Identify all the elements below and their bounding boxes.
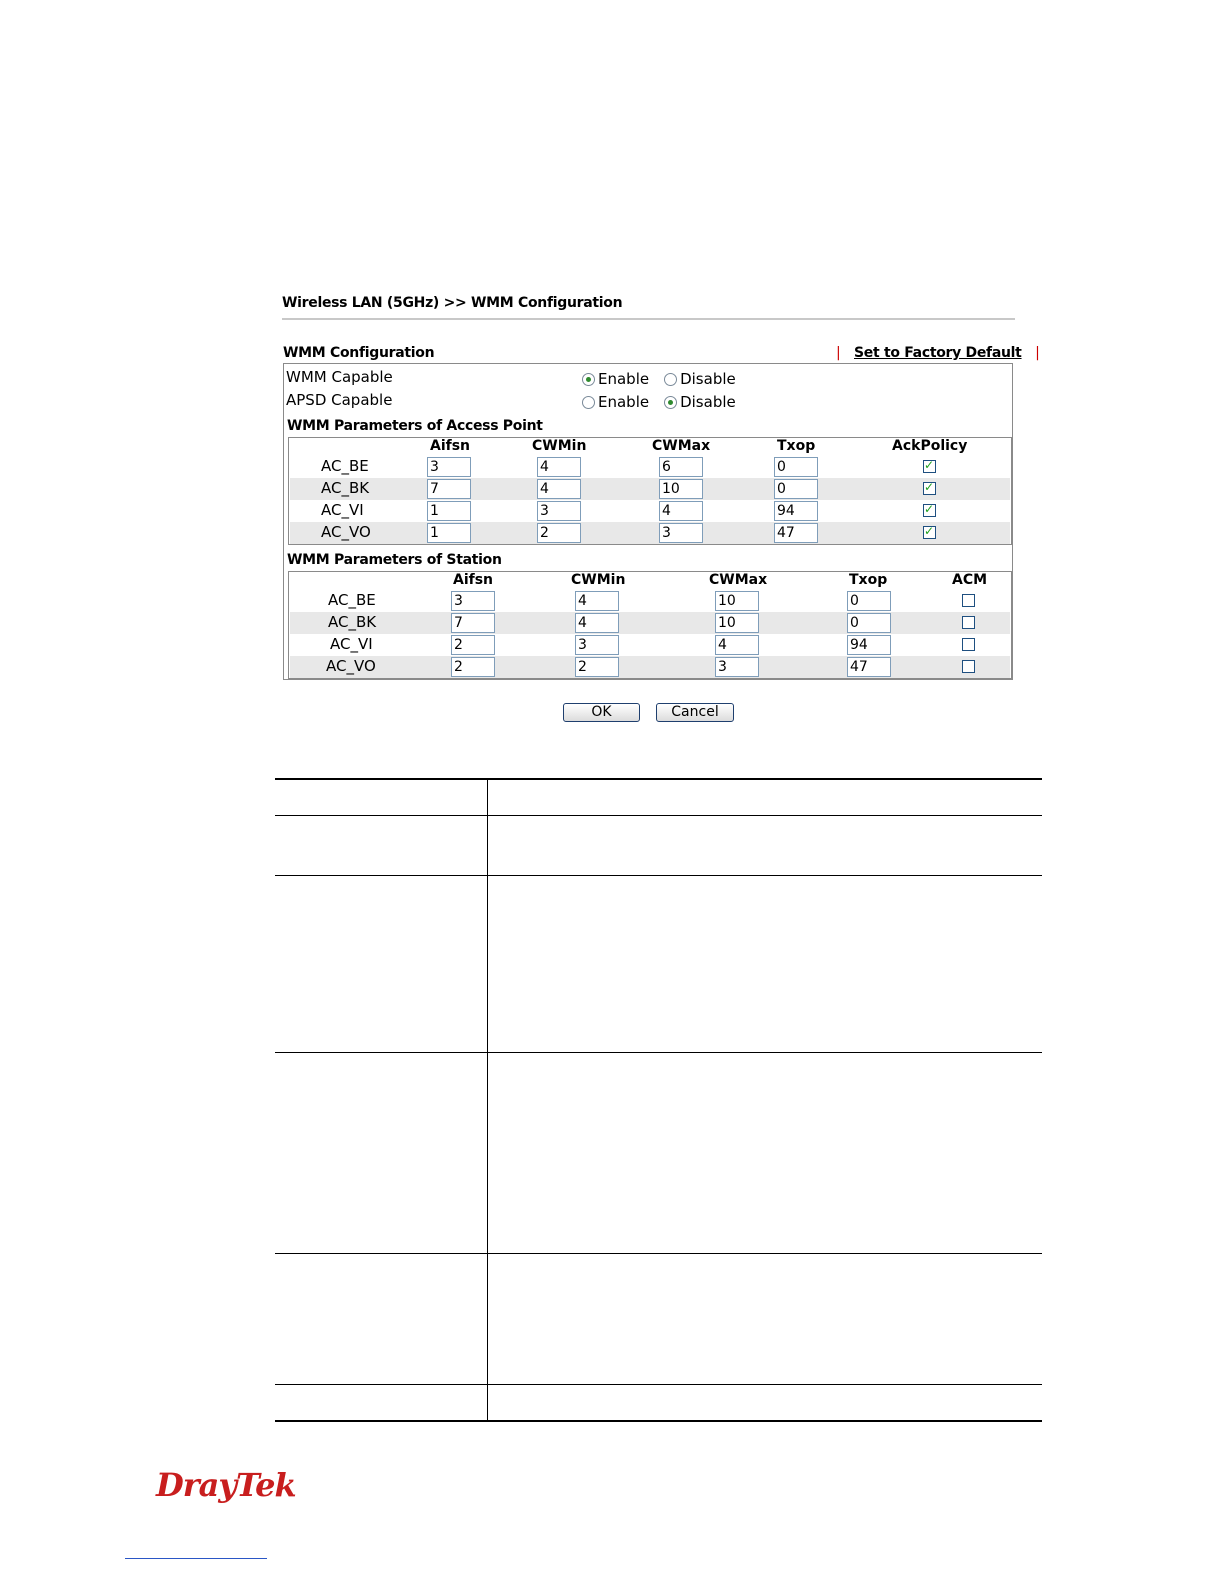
aifsn-input[interactable] <box>427 523 471 543</box>
column-header: CWMax <box>652 438 711 454</box>
acm-checkbox[interactable] <box>962 616 975 629</box>
column-header: CWMax <box>709 572 768 588</box>
aifsn-input[interactable] <box>427 501 471 521</box>
cwmin-input[interactable] <box>537 501 581 521</box>
apsd-capable-enable-radio[interactable] <box>582 396 595 409</box>
wmm-capable-disable-radio[interactable] <box>664 373 677 386</box>
txop-input[interactable] <box>847 613 891 633</box>
row-label: AC_VO <box>326 657 376 675</box>
radio-label: Disable <box>680 393 736 411</box>
column-header: Aifsn <box>430 438 471 454</box>
cancel-button[interactable]: Cancel <box>656 703 734 722</box>
acm-checkbox[interactable] <box>962 638 975 651</box>
aifsn-input[interactable] <box>451 591 495 611</box>
wmm-capable-radio-group <box>582 370 751 388</box>
radio-label: Disable <box>680 370 736 388</box>
station-params-title: WMM Parameters of Station <box>287 552 502 568</box>
table-row <box>290 500 1010 522</box>
cwmin-input[interactable] <box>575 591 619 611</box>
cwmax-input[interactable] <box>715 657 759 677</box>
row-label: AC_VI <box>330 635 373 653</box>
table-row <box>290 522 1010 544</box>
column-header: Txop <box>777 438 816 454</box>
table-row <box>290 656 1010 678</box>
table-row <box>290 456 1010 478</box>
row-label: AC_BK <box>321 479 370 497</box>
breadcrumb: Wireless LAN (5GHz) >> WMM Configuration <box>282 295 623 311</box>
txop-input[interactable] <box>774 479 818 499</box>
cwmax-input[interactable] <box>659 523 703 543</box>
cwmin-input[interactable] <box>537 479 581 499</box>
table-rule <box>275 1420 1042 1422</box>
table-rule <box>275 1384 1042 1385</box>
apsd-capable-label: APSD Capable <box>286 391 393 409</box>
acm-checkbox[interactable] <box>962 594 975 607</box>
footer-divider <box>125 1558 267 1559</box>
cwmax-input[interactable] <box>659 457 703 477</box>
separator: | <box>1035 345 1040 361</box>
cwmax-input[interactable] <box>715 613 759 633</box>
radio-label: Enable <box>598 370 650 388</box>
column-header: CWMin <box>532 438 587 454</box>
aifsn-input[interactable] <box>427 479 471 499</box>
table-rule <box>275 1253 1042 1254</box>
row-label: AC_VI <box>321 501 364 519</box>
column-header: CWMin <box>571 572 626 588</box>
wmm-capable-label: WMM Capable <box>286 368 393 386</box>
column-header: AckPolicy <box>892 438 968 454</box>
cwmin-input[interactable] <box>575 613 619 633</box>
radio-label: Enable <box>598 393 650 411</box>
txop-input[interactable] <box>847 591 891 611</box>
row-label: AC_BE <box>321 457 369 475</box>
cwmin-input[interactable] <box>575 635 619 655</box>
table-rule <box>275 815 1042 816</box>
separator: | <box>836 345 841 361</box>
table-row <box>290 634 1010 656</box>
cwmax-input[interactable] <box>715 591 759 611</box>
txop-input[interactable] <box>774 523 818 543</box>
cwmin-input[interactable] <box>537 457 581 477</box>
table-rule <box>275 1052 1042 1053</box>
ackpolicy-checkbox[interactable] <box>923 504 936 517</box>
ap-params-title: WMM Parameters of Access Point <box>287 418 543 434</box>
txop-input[interactable] <box>774 501 818 521</box>
table-row <box>290 612 1010 634</box>
station-params-table <box>288 571 1012 679</box>
aifsn-input[interactable] <box>451 657 495 677</box>
apsd-capable-disable-radio[interactable] <box>664 396 677 409</box>
cwmin-input[interactable] <box>537 523 581 543</box>
cwmin-input[interactable] <box>575 657 619 677</box>
wmm-capable-enable-radio[interactable] <box>582 373 595 386</box>
row-label: AC_VO <box>321 523 371 541</box>
txop-input[interactable] <box>847 657 891 677</box>
acm-checkbox[interactable] <box>962 660 975 673</box>
factory-default-area <box>836 345 1040 361</box>
aifsn-input[interactable] <box>451 613 495 633</box>
draytek-logo: DrayTek <box>156 1466 296 1504</box>
table-rule <box>275 778 1042 780</box>
txop-input[interactable] <box>847 635 891 655</box>
table-column-divider <box>487 778 488 1421</box>
table-rule <box>275 875 1042 876</box>
table-row <box>290 590 1010 612</box>
table-row <box>290 478 1010 500</box>
section-title: WMM Configuration <box>283 345 435 361</box>
ok-button[interactable]: OK <box>563 703 640 722</box>
set-factory-default-link[interactable]: Set to Factory Default <box>854 345 1022 361</box>
ap-params-table <box>288 437 1012 545</box>
ackpolicy-checkbox[interactable] <box>923 526 936 539</box>
column-header: Aifsn <box>453 572 494 588</box>
breadcrumb-divider <box>282 318 1015 320</box>
ackpolicy-checkbox[interactable] <box>923 460 936 473</box>
cwmax-input[interactable] <box>659 501 703 521</box>
txop-input[interactable] <box>774 457 818 477</box>
column-header: ACM <box>952 572 988 588</box>
cwmax-input[interactable] <box>659 479 703 499</box>
aifsn-input[interactable] <box>451 635 495 655</box>
apsd-capable-radio-group <box>582 393 751 411</box>
cwmax-input[interactable] <box>715 635 759 655</box>
row-label: AC_BK <box>328 613 377 631</box>
column-header: Txop <box>849 572 888 588</box>
ackpolicy-checkbox[interactable] <box>923 482 936 495</box>
aifsn-input[interactable] <box>427 457 471 477</box>
row-label: AC_BE <box>328 591 376 609</box>
